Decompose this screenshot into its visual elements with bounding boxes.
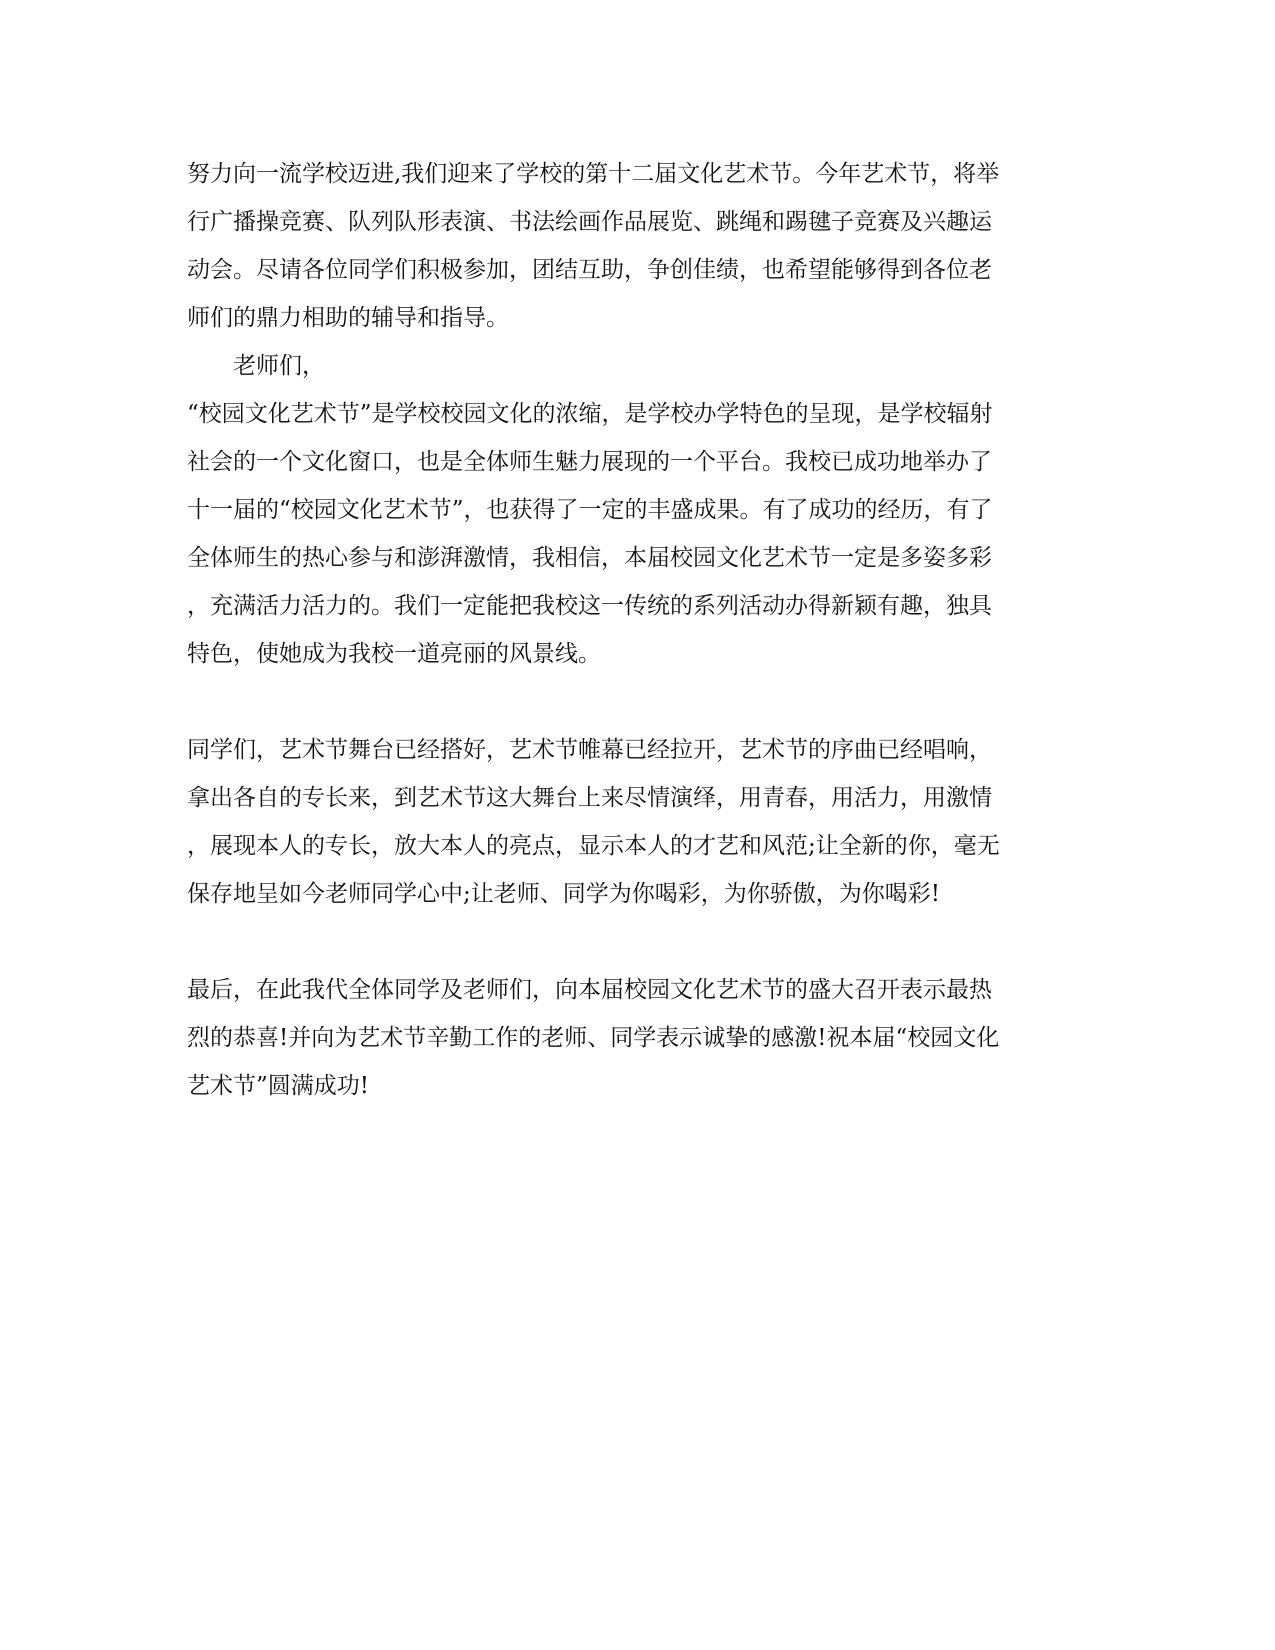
text-line: 行广播操竞赛、队列队形表演、书法绘画作品展览、跳绳和踢毽子竞赛及兴趣运 xyxy=(187,209,992,235)
text-line: 社会的一个文化窗口，也是全体师生魅力展现的一个平台。我校已成功地举办了 xyxy=(187,449,992,475)
text-line: 动会。尽请各位同学们积极参加，团结互助，争创佳绩，也希望能够得到各位老 xyxy=(187,257,992,283)
paragraph-festival-description xyxy=(187,390,1047,678)
document-body xyxy=(187,150,1047,1110)
text-line: “校园文化艺术节”是学校校园文化的浓缩，是学校办学特色的呈现，是学校辐射 xyxy=(187,401,993,427)
paragraph-spacer xyxy=(187,918,1047,966)
text-line: 十一届的“校园文化艺术节”，也获得了一定的丰盛成果。有了成功的经历，有了 xyxy=(187,497,993,523)
text-line: 同学们，艺术节舞台已经搭好，艺术节帷幕已经拉开，艺术节的序曲已经唱响， xyxy=(187,737,992,763)
text-line: 拿出各自的专长来，到艺术节这大舞台上来尽情演绎，用青春，用活力，用激情 xyxy=(187,785,992,811)
text-line: ，充满活力活力的。我们一定能把我校这一传统的系列活动办得新颖有趣，独具 xyxy=(187,593,992,619)
text-line: 保存地呈如今老师同学心中;让老师、同学为你喝彩，为你骄傲，为你喝彩! xyxy=(187,881,940,907)
text-line: 全体师生的热心参与和澎湃激情，我相信，本届校园文化艺术节一定是多姿多彩 xyxy=(187,545,992,571)
text-line: 烈的恭喜!并向为艺术节辛勤工作的老师、同学表示诚挚的感激!祝本届“校园文化 xyxy=(187,1025,1000,1051)
greeting-line: 老师们， xyxy=(233,353,325,379)
paragraph-spacer xyxy=(187,678,1047,726)
text-line: 特色，使她成为我校一道亮丽的风景线。 xyxy=(187,641,601,667)
text-line: 艺术节”圆满成功! xyxy=(187,1073,370,1099)
text-line: 师们的鼎力相助的辅导和指导。 xyxy=(187,305,509,331)
paragraph-intro xyxy=(187,150,1047,342)
paragraph-students xyxy=(187,726,1047,918)
text-line: 最后，在此我代全体同学及老师们，向本届校园文化艺术节的盛大召开表示最热 xyxy=(187,977,992,1003)
text-line: ，展现本人的专长，放大本人的亮点，显示本人的才艺和风范;让全新的你，毫无 xyxy=(187,833,1000,859)
text-line: 努力向一流学校迈进,我们迎来了学校的第十二届文化艺术节。今年艺术节，将举 xyxy=(187,161,1000,187)
paragraph-closing xyxy=(187,966,1047,1110)
